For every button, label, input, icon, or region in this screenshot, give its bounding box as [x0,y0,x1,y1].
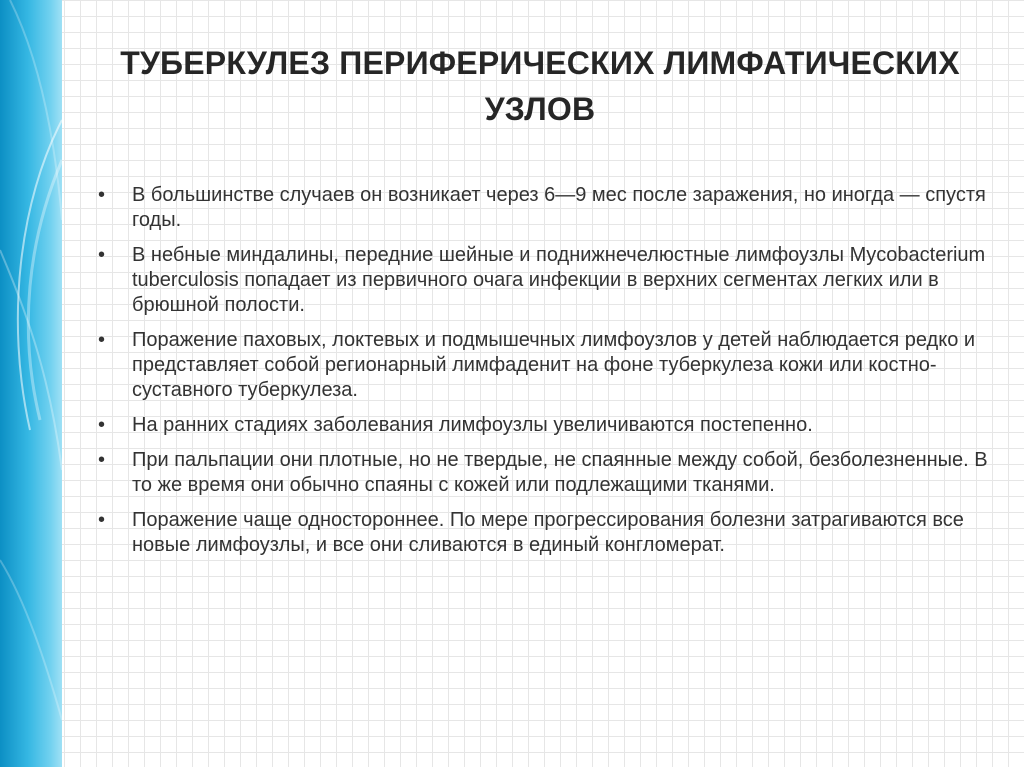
bullet-text: В большинстве случаев он возникает через 6—9 мес после заражения, но иногда — спустя годы. [132,184,986,231]
bullet-text: Поражение чаще одностороннее. По мере прогрессирования болезни затрагиваются все новые лимфоузлы, и все они сливаются в единый конгломерат. [132,509,964,556]
bullet-list [98,183,988,568]
bullet-item [98,328,988,403]
slide-title [90,40,990,132]
swoosh-decoration [0,0,62,767]
bullet-marker: • [98,329,106,351]
bullet-item [98,183,988,233]
slide-title-line-1: ТУБЕРКУЛЕЗ ПЕРИФЕРИЧЕСКИХ ЛИМФАТИЧЕСКИХ [120,45,960,81]
bullet-item [98,508,988,558]
decorative-side-band [0,0,62,767]
bullet-marker: • [98,414,106,436]
bullet-item [98,243,988,318]
bullet-marker: • [98,509,106,531]
bullet-text: В небные миндалины, передние шейные и поднижнечелюстные лимфоузлы Mycobacterium tuberculosis попадает из первичного очага инфекции в верхних сегментах легких или в брюшной полости. [132,244,986,316]
bullet-marker: • [98,244,106,266]
bullet-text: Поражение паховых, локтевых и подмышечных лимфоузлов у детей наблюдается редко и представляет собой регионарный лимфаденит на фоне туберкулеза кожи или костно-суставного туберкулеза. [132,329,976,401]
bullet-text: На ранних стадиях заболевания лимфоузлы увеличиваются постепенно. [132,414,813,436]
bullet-text: При пальпации они плотные, но не твердые, не спаянные между собой, безболезненные. В то же время они обычно спаяны с кожей или подлежащими тканями. [132,449,988,496]
bullet-item [98,413,988,438]
bullet-marker: • [98,184,106,206]
slide-title-line-2: УЗЛОВ [484,91,596,127]
bullet-item [98,448,988,498]
bullet-marker: • [98,449,106,471]
